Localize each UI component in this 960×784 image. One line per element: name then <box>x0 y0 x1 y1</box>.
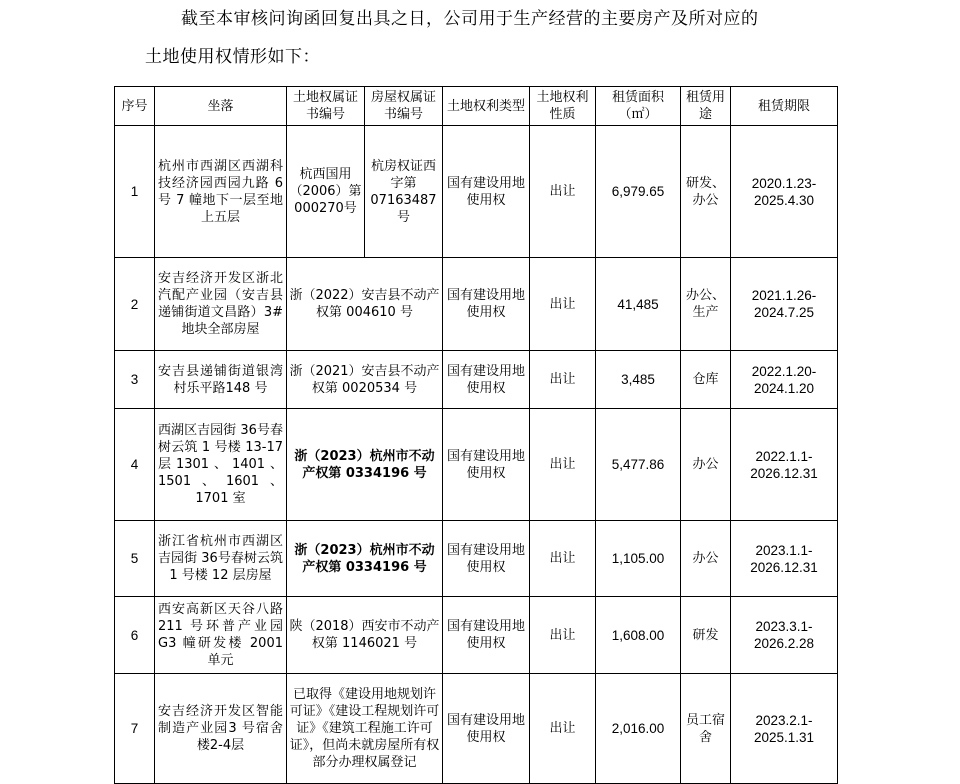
table-row <box>115 258 838 351</box>
table-row <box>115 409 838 521</box>
table-row <box>115 597 838 674</box>
cell-land-type: 国有建设用地使用权 <box>443 351 530 409</box>
cell-usage: 研发、办公 <box>681 126 731 258</box>
cell-location: 安吉县递铺街道银湾村乐平路148 号 <box>155 351 287 409</box>
header-house-cert: 房屋权属证书编号 <box>365 87 443 126</box>
cell-cert: 浙（2022）安吉县不动产权第 004610 号 <box>287 258 443 351</box>
table-row <box>115 521 838 597</box>
cell-period: 2023.3.1-2026.2.28 <box>731 597 838 674</box>
cell-land-type: 国有建设用地使用权 <box>443 521 530 597</box>
cell-usage: 员工宿舍 <box>681 674 731 784</box>
header-land-cert: 土地权属证书编号 <box>287 87 365 126</box>
cell-seq: 5 <box>115 521 155 597</box>
cell-location: 西湖区吉园街 36号春树云筑 1 号楼 13-17 层1301、1401、1501、1601、1701 室 <box>155 409 287 521</box>
cell-land-nature: 出让 <box>530 674 596 784</box>
cell-land-type: 国有建设用地使用权 <box>443 597 530 674</box>
cell-land-nature: 出让 <box>530 258 596 351</box>
cell-period: 2022.1.20-2024.1.20 <box>731 351 838 409</box>
cell-cert: 已取得《建设用地规划许可证》《建设工程规划许可证》《建筑工程施工许可证》，但尚未就房屋所有权部分办理权属登记 <box>287 674 443 784</box>
header-area: 租赁面积（㎡） <box>596 87 681 126</box>
cell-usage: 研发 <box>681 597 731 674</box>
cell-land-nature: 出让 <box>530 351 596 409</box>
cell-cert: 浙（2023）杭州市不动产权第 0334196 号 <box>287 521 443 597</box>
cell-cert: 浙（2021）安吉县不动产权第 0020534 号 <box>287 351 443 409</box>
cell-period: 2022.1.1-2026.12.31 <box>731 409 838 521</box>
cell-seq: 6 <box>115 597 155 674</box>
cell-seq: 3 <box>115 351 155 409</box>
cell-seq: 1 <box>115 126 155 258</box>
cell-period: 2021.1.26-2024.7.25 <box>731 258 838 351</box>
cell-location: 安吉经济开发区智能制造产业园3 号宿舍楼2-4层 <box>155 674 287 784</box>
cell-location: 浙江省杭州市西湖区吉园街 36号春树云筑 1 号楼 12 层房屋 <box>155 521 287 597</box>
table-header-row <box>115 87 838 126</box>
header-period: 租赁期限 <box>731 87 838 126</box>
cell-area: 2,016.00 <box>596 674 681 784</box>
table-row <box>115 674 838 784</box>
cell-land-nature: 出让 <box>530 597 596 674</box>
cell-land-type: 国有建设用地使用权 <box>443 258 530 351</box>
cell-area: 1,105.00 <box>596 521 681 597</box>
cell-seq: 7 <box>115 674 155 784</box>
cell-area: 5,477.86 <box>596 409 681 521</box>
header-land-type: 土地权利类型 <box>443 87 530 126</box>
cell-land-nature: 出让 <box>530 126 596 258</box>
cell-area: 41,485 <box>596 258 681 351</box>
cell-location: 杭州市西湖区西湖科技经济园西园九路 6 号 7 幢地下一层至地上五层 <box>155 126 287 258</box>
cell-area: 3,485 <box>596 351 681 409</box>
cell-land-type: 国有建设用地使用权 <box>443 674 530 784</box>
cell-area: 1,608.00 <box>596 597 681 674</box>
header-seq: 序号 <box>115 87 155 126</box>
cell-land-nature: 出让 <box>530 409 596 521</box>
header-land-nature: 土地权利性质 <box>530 87 596 126</box>
cell-cert: 浙（2023）杭州市不动产权第 0334196 号 <box>287 409 443 521</box>
cell-land-type: 国有建设用地使用权 <box>443 126 530 258</box>
cell-land-type: 国有建设用地使用权 <box>443 409 530 521</box>
cell-area: 6,979.65 <box>596 126 681 258</box>
cell-period: 2023.2.1-2025.1.31 <box>731 674 838 784</box>
property-table <box>114 86 838 784</box>
header-usage: 租赁用途 <box>681 87 731 126</box>
cell-usage: 仓库 <box>681 351 731 409</box>
header-location: 坐落 <box>155 87 287 126</box>
cell-period: 2023.1.1-2026.12.31 <box>731 521 838 597</box>
cell-seq: 2 <box>115 258 155 351</box>
cell-seq: 4 <box>115 409 155 521</box>
cell-usage: 办公、生产 <box>681 258 731 351</box>
intro-line-1: 截至本审核问询函回复出具之日，公司用于生产经营的主要房产及所对应的 <box>181 9 759 29</box>
cell-usage: 办公 <box>681 521 731 597</box>
cell-period: 2020.1.23-2025.4.30 <box>731 126 838 258</box>
cell-cert: 陕（2018）西安市不动产权第 1146021 号 <box>287 597 443 674</box>
intro-line-2: 土地使用权情形如下： <box>145 47 320 67</box>
cell-location: 安吉经济开发区浙北汽配产业园（安吉县递铺街道文昌路）3#地块全部房屋 <box>155 258 287 351</box>
cell-land-cert: 杭西国用（2006）第000270号 <box>287 126 365 258</box>
table-row <box>115 126 838 258</box>
cell-land-nature: 出让 <box>530 521 596 597</box>
cell-location: 西安高新区天谷八路 211 号环普产业园 G3 幢研发楼 2001 单元 <box>155 597 287 674</box>
cell-usage: 办公 <box>681 409 731 521</box>
cell-house-cert: 杭房权证西字第07163487 号 <box>365 126 443 258</box>
table-row <box>115 351 838 409</box>
